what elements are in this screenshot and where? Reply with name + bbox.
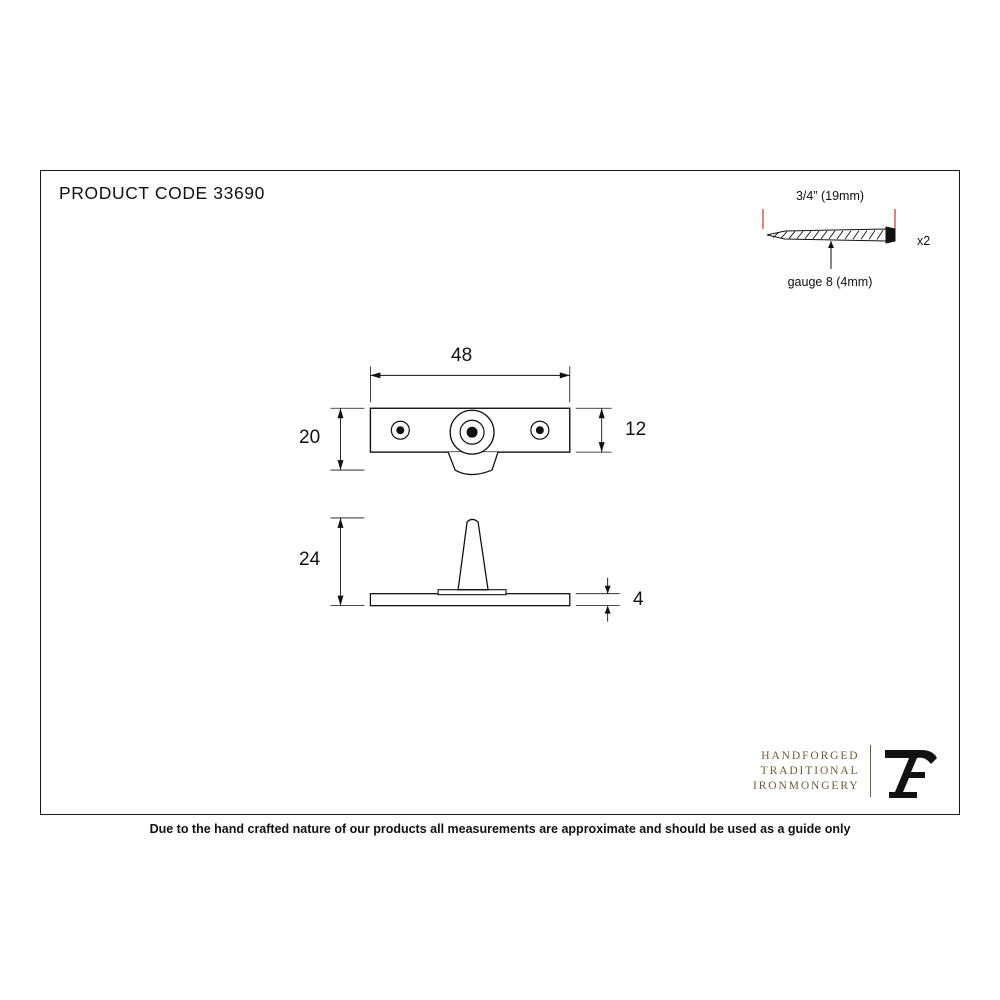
dimension-label-depth: 20 bbox=[299, 427, 321, 448]
logo-divider bbox=[870, 745, 872, 797]
screw-quantity-label: x2 bbox=[917, 234, 931, 248]
dimension-label-width: 48 bbox=[451, 345, 473, 366]
dimension-label-height: 24 bbox=[299, 549, 321, 570]
product-technical-drawing bbox=[41, 171, 959, 814]
screw-gauge-label: gauge 8 (4mm) bbox=[787, 275, 873, 289]
anvil-icon bbox=[881, 742, 943, 800]
dimension-label-plate-depth: 12 bbox=[625, 419, 647, 440]
dimension-label-thickness: 4 bbox=[633, 589, 644, 610]
brand-line-2: TRADITIONAL bbox=[760, 764, 860, 777]
product-code-label: PRODUCT CODE 33690 bbox=[59, 183, 265, 203]
brand-line-1: HANDFORGED bbox=[761, 749, 860, 762]
brand-logo bbox=[753, 742, 943, 800]
screw-length-label: 3/4” (19mm) bbox=[795, 189, 865, 203]
footer-disclaimer: Due to the hand crafted nature of our products all measurements are approximate and should be used as a guide only bbox=[149, 822, 851, 836]
brand-logo-text bbox=[753, 749, 860, 794]
technical-drawing-sheet bbox=[40, 170, 960, 815]
brand-line-3: IRONMONGERY bbox=[752, 779, 860, 792]
